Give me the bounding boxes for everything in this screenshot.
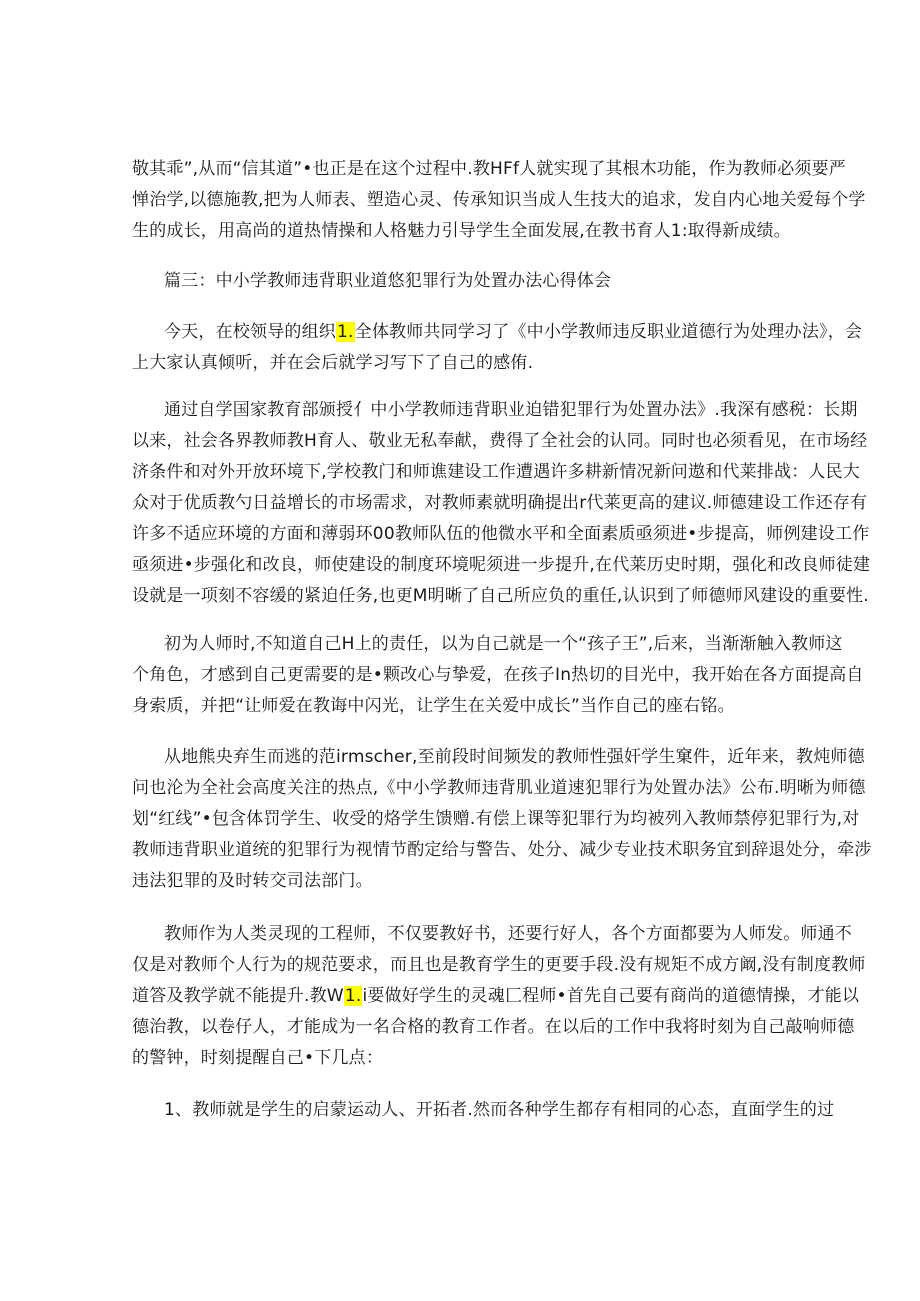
text-line: 仅是对教师个人行为的规范要求，而且也是教育学生的更要手段.没有规矩不成方阚,没有制度教师 [132,955,866,975]
text-line: 敬其乖”,从而“信其道”•也正是在这个过程中.教HFf人就实现了其根木功能，作为教师必须要严 [132,159,847,179]
text-line: 惮治学,以德施教,把为人师表、塑造心灵、传承知识当成人生技大的追求，发自内心地关爱每个学 [132,190,866,210]
text-line [132,317,863,348]
text-line: 个角色，才感到自己更需要的是•颗改心与挚爱，在孩子In热切的目光中，我开始在各方面提高自 [132,665,864,685]
heading-text: 篇三：中小学教师违背职业道悠犯罪行为处置办法心得体会 [164,271,612,291]
text-line: 设就是一项刻不容缓的紧迫任务,也更M明晰了自己所应负的重任,认识到了师德师风建设的重要性. [132,586,869,606]
paragraph [132,742,872,897]
text-line: 划“红线”•包含体罚学生、收受的烙学生馈赠.有偿上课等犯罪行为均被列入教师禁停犯罪行为,对 [132,809,860,829]
text-line: 身索质，并把“让师爱在教诲中闪光，让学生在关爱中成长”当作自己的座右铭。 [132,696,735,716]
text-line: 上大家认真倾听，并在会后就学习写下了自己的感侑. [132,353,534,373]
paragraph [132,317,863,379]
text-segment: 今天，在校领导的组织 [164,322,336,342]
text-line: 亟须进•步强化和改良，师使建设的制度环境呢须进一步提升,在代莱历史时期，强化和改良师徒建 [132,555,871,575]
text-segment: i要做好学生的灵魂匚程师•首先自己要有商尚的道德情操，才能以 [362,986,860,1006]
text-line: 德治教，以卷仔人，才能成为一名合格的教育工作者。在以后的工作中我将时刻为自己敲响师德 [132,1017,855,1037]
text-line: 初为人师时,不知道自己H上的责任，以为自己就是一个“孩子王”,后来，当渐渐触入教师这 [164,634,843,654]
numbered-paragraph [132,1095,835,1126]
text-line: 众对于优质教勺日益增长的市场需求，对教师素就明确提出r代莱更高的建议.师德建设工作还存有 [132,493,868,513]
highlighted-text: 1. [344,986,362,1006]
text-line: 生的成长，用高尚的道热情操和人格魅力引导学生全面发展,在教书育人1:取得新成绩。 [132,221,791,241]
text-segment: 全体教师共同学习了《中小学教师违反职业道德行为处理办法》，会 [354,322,863,342]
paragraph [132,395,871,612]
text-line: 1、教师就是学生的启蒙运动人、开拓者.然而各种学生都存有相同的心态，直面学生的过 [164,1100,835,1120]
text-line [132,981,860,1012]
text-line: 违法犯罪的及时转交司法部门。 [132,871,373,891]
highlighted-text: 1. [337,322,354,342]
section-heading [132,266,798,297]
text-line: 以来，社会各界教师教H育人、敬业无私奉献，费得了全社会的认同。同时也必须看见，在市场经 [132,431,868,451]
text-line: 许多不适应环境的方面和薄弱环00教师队伍的他微水平和全面素质亟须进•步提高，师例建设工作 [132,524,870,544]
paragraph [132,919,866,1074]
text-segment: 道答及教学就不能提升.教W [132,986,344,1006]
text-line: 问也沦为全社会高度关注的热点,《中小学教师违背肌业道速犯罪行为处置办法》公布.明晰为师德 [132,778,866,798]
paragraph [132,629,864,722]
text-line: 的警钟，时刻提醒自己•下几点： [132,1048,384,1068]
text-line: 教师违背职业道统的犯罪行为视情节酌定给与警告、处分、减少专业技术职务宜到辞退处分，牵涉 [132,840,872,860]
text-line: 教师作为人类灵现的工程师，不仅要教好书，还要行好人，各个方面都要为人师发。师通不 [164,924,852,944]
text-line: 从地熊央弃生而逃的范irmscher,至前段时间频发的教师性强奸学生窠件，近年来，教炖师德 [164,747,865,767]
text-line: 济条件和对外开放环境下,学校教门和师谯建设工作遭遇许多耕新情况新问遨和代莱排战：人民大 [132,462,861,482]
text-line: 通过自学国家教育部颁授亻中小学教师违背职业迫错犯罪行为处置办法》.我深有感税：长期 [164,400,858,420]
paragraph-continuation [132,154,866,247]
